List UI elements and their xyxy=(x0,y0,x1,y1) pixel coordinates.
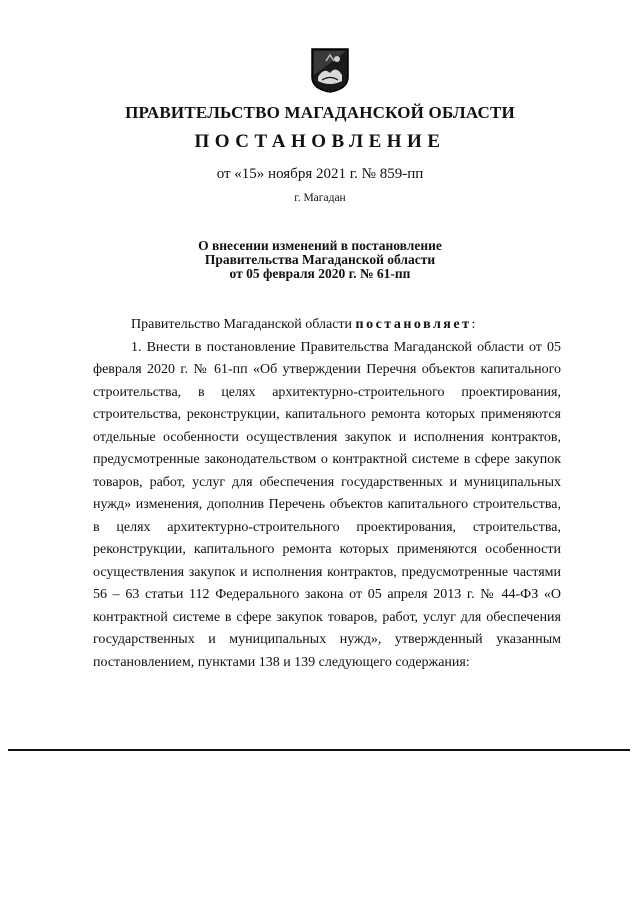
date-and-number: от «15» ноября 2021 г. № 859-пп xyxy=(216,166,424,182)
resolves-word: постановляет xyxy=(355,317,472,332)
document-type: ПОСТАНОВЛЕНИЕ xyxy=(194,131,446,152)
magadan-coat-of-arms-icon xyxy=(310,47,350,93)
government-name: ПРАВИТЕЛЬСТВО МАГАДАНСКОЙ ОБЛАСТИ xyxy=(125,103,515,122)
document-subject xyxy=(0,239,640,281)
subject-line-3: от 05 февраля 2020 г. № 61-пп xyxy=(229,266,411,281)
paragraph-1: 1. Внести в постановление Правительства Магаданской области от 05 февраля 2020 г. № 61-пп «Об утверждении Перечня объектов капитального строительства, в целях архитектурно-строительного проектирования, строительства, реконструкции, капитального ремонта которых применяются отдельные особенности осуществления закупок и исполнения контрактов, предусмотренные законодательством о контрактной системе в сфере закупок товаров, работ, услуг для обеспечения государственных и муниципальных нужд» изменения, дополнив Перечень объектов капитального строительства, в целях архитектурно-строительного проектирования, строительства, реконструкции, капитального ремонта которых применяются особенности осуществления закупок и исполнения контрактов, предусмотренные частями 56 – 63 статьи 112 Федерального закона от 05 апреля 2013 г. № 44-ФЗ «О контрактной системе в сфере закупок товаров, работ, услуг для обеспечения государственных и муниципальных нужд», утвержденный указанным постановлением, пунктами 138 и 139 следующего содержания: xyxy=(93,339,561,670)
intro-paragraph xyxy=(93,314,561,337)
page-divider xyxy=(8,749,630,751)
intro-text: Правительство Магаданской области xyxy=(131,317,356,332)
subject-line-2: Правительства Магаданской области xyxy=(204,252,436,267)
document-body xyxy=(93,314,561,674)
intro-colon: : xyxy=(471,317,476,332)
city: г. Магадан xyxy=(294,192,346,204)
subject-line-1: О внесении изменений в постановление xyxy=(198,238,442,253)
